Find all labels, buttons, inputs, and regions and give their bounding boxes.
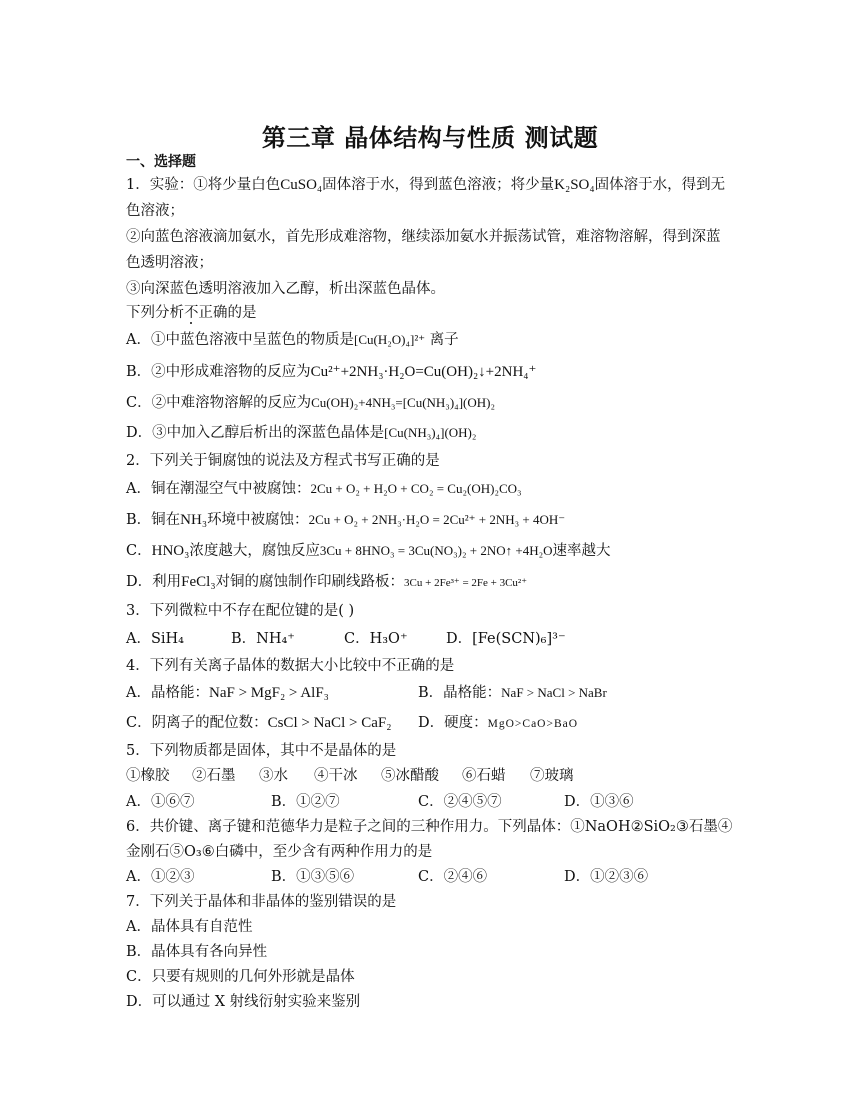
option-text: D．硬度：	[418, 715, 488, 731]
q1-text: 固体溶于水，得到蓝色溶液；将少量	[322, 177, 555, 193]
q1-option-a	[126, 330, 459, 350]
formula-fecl3: FeCl₃	[181, 574, 216, 590]
option-text: B．晶格能：	[418, 685, 502, 701]
q3-option-d: D．[Fe(SCN)₆]³⁻	[446, 631, 566, 647]
formula: [Cu(H₂O)₄]²⁺	[353, 332, 426, 347]
q4-option-c	[126, 713, 391, 733]
q5-item: ⑤冰醋酸	[381, 768, 439, 784]
section-heading: 一、选择题	[126, 154, 196, 170]
q7-option-b: B．晶体具有各向异性	[126, 944, 268, 960]
option-text: 离子	[429, 332, 459, 348]
option-text: D．③中加入乙醇后析出的深蓝色晶体是	[126, 425, 385, 441]
q5-item: ③水	[259, 768, 288, 784]
formula-cuso4: CuSO₄	[280, 177, 323, 193]
q7-option-c: C．只要有规则的几何外形就是晶体	[126, 969, 355, 985]
q6-line-1: 6．共价键、离子键和范德华力是粒子之间的三种作用力。下列晶体：①NaOH②SiO₂③石墨④	[126, 819, 733, 835]
formula: 2Cu + O₂ + 2NH₃·H₂O = 2Cu²⁺ + 2NH₃ + 4OH⁻	[308, 512, 566, 527]
q5-item: ①橡胶	[126, 768, 170, 784]
q4-option-a	[126, 683, 329, 703]
q1-option-b	[126, 362, 536, 382]
q5-item: ②石墨	[192, 768, 236, 784]
option-text: B．②中形成难溶物的反应为	[126, 364, 311, 380]
option-text: 对铜的腐蚀制作印刷线路板：	[215, 574, 405, 590]
formula: Cu²⁺+2NH₃·H₂O=Cu(OH)₂↓+2NH₄⁺	[310, 364, 537, 380]
q2-option-b	[126, 510, 565, 530]
q6-line-2: 金刚石⑤O₃⑥白磷中，至少含有两种作用力的是	[126, 844, 433, 860]
q1-line-3: ②向蓝色溶液滴加氨水，首先形成难溶物，继续添加氨水并振荡试管，难溶物溶解，得到深蓝	[126, 229, 721, 245]
q6-option-d: D．①②③⑥	[564, 869, 649, 885]
formula-k2so4: K₂SO₄	[554, 177, 595, 193]
q1-option-c	[126, 393, 495, 413]
q1-option-d	[126, 423, 476, 443]
formula: Cu(OH)₂+4NH₃=[Cu(NH₃)₄](OH)₂	[311, 395, 495, 410]
option-text: A．铜在潮湿空气中被腐蚀：	[126, 481, 311, 497]
option-text: 浓度越大，腐蚀反应	[189, 543, 320, 559]
q2-stem: 2．下列关于铜腐蚀的说法及方程式书写正确的是	[126, 453, 440, 469]
option-text: A．晶格能：	[126, 685, 209, 701]
q3-stem: 3．下列微粒中不存在配位键的是( )	[126, 603, 355, 619]
q7-option-a: A．晶体具有自范性	[126, 919, 253, 935]
q1-line-4: 色透明溶液；	[126, 255, 213, 271]
q2-option-a	[126, 479, 522, 499]
q3-option-a: A．SiH₄	[126, 631, 184, 647]
formula: MgO>CaO>BaO	[487, 718, 579, 730]
formula-nh3: NH₃	[180, 512, 208, 528]
q2-option-c	[126, 541, 611, 561]
q7-option-d: D．可以通过 X 射线衍射实验来鉴别	[126, 994, 361, 1010]
q5-option-d: D．①③⑥	[564, 794, 634, 810]
q4-stem: 4．下列有关离子晶体的数据大小比较中不正确的是	[126, 658, 455, 674]
option-text: A．①中蓝色溶液中呈蓝色的物质是	[126, 332, 354, 348]
option-text: D．利用	[126, 574, 182, 590]
formula: NaF > NaCl > NaBr	[501, 685, 607, 700]
q6-option-c: C．②④⑥	[418, 869, 488, 885]
q7-stem: 7．下列关于晶体和非晶体的鉴别错误的是	[126, 894, 397, 910]
formula: 2Cu + O₂ + H₂O + CO₂ = Cu₂(OH)₂CO₃	[310, 481, 522, 496]
q1-line-1	[126, 175, 725, 195]
q1-stem-text: 下列分析	[126, 305, 184, 321]
formula: NaF > MgF₂ > AlF₃	[208, 685, 329, 701]
q5-item: ⑥石蜡	[462, 768, 506, 784]
q5-item: ⑦玻璃	[530, 768, 574, 784]
option-text: 环境中被腐蚀：	[207, 512, 309, 528]
option-text: C．阴离子的配位数：	[126, 715, 268, 731]
page-title: 第三章 晶体结构与性质 测试题	[261, 124, 599, 152]
q1-text: 1．实验：①将少量白色	[126, 177, 281, 193]
q5-item: ④干冰	[314, 768, 358, 784]
q4-option-b	[418, 683, 607, 703]
q6-option-b: B．①③⑤⑥	[271, 869, 355, 885]
option-text: C．	[126, 543, 152, 559]
q1-line-5: ③向深蓝色透明溶液加入乙醇，析出深蓝色晶体。	[126, 281, 445, 297]
q5-stem: 5．下列物质都是固体，其中不是晶体的是	[126, 743, 397, 759]
emphasis-not: 不	[184, 305, 199, 321]
option-text: 速率越大	[552, 543, 611, 559]
q3-option-b: B．NH₄⁺	[231, 631, 295, 647]
q1-line-2: 色溶液；	[126, 203, 184, 219]
formula-hno3: HNO₃	[151, 543, 190, 559]
q5-option-c: C．②④⑤⑦	[418, 794, 502, 810]
q6-option-a: A．①②③	[126, 869, 195, 885]
q1-stem	[126, 303, 257, 323]
option-text: B．铜在	[126, 512, 181, 528]
formula: [Cu(NH₃)₄](OH)₂	[384, 425, 477, 440]
q5-option-b: B．①②⑦	[271, 794, 340, 810]
q2-option-d	[126, 572, 527, 593]
q4-option-d	[418, 713, 578, 734]
formula: CsCl > NaCl > CaF₂	[267, 715, 392, 731]
q1-stem-text: 正确的是	[198, 305, 257, 321]
formula: 3Cu + 2Fe³⁺ = 2Fe + 3Cu²⁺	[404, 577, 528, 589]
q1-text: 固体溶于水，得到无	[594, 177, 726, 193]
option-text: C．②中难溶物溶解的反应为	[126, 395, 312, 411]
q3-option-c: C．H₃O⁺	[344, 631, 408, 647]
q5-option-a: A．①⑥⑦	[126, 794, 195, 810]
formula: 3Cu + 8HNO₃ = 3Cu(NO₃)₂ + 2NO↑ +4H₂O	[319, 543, 553, 558]
